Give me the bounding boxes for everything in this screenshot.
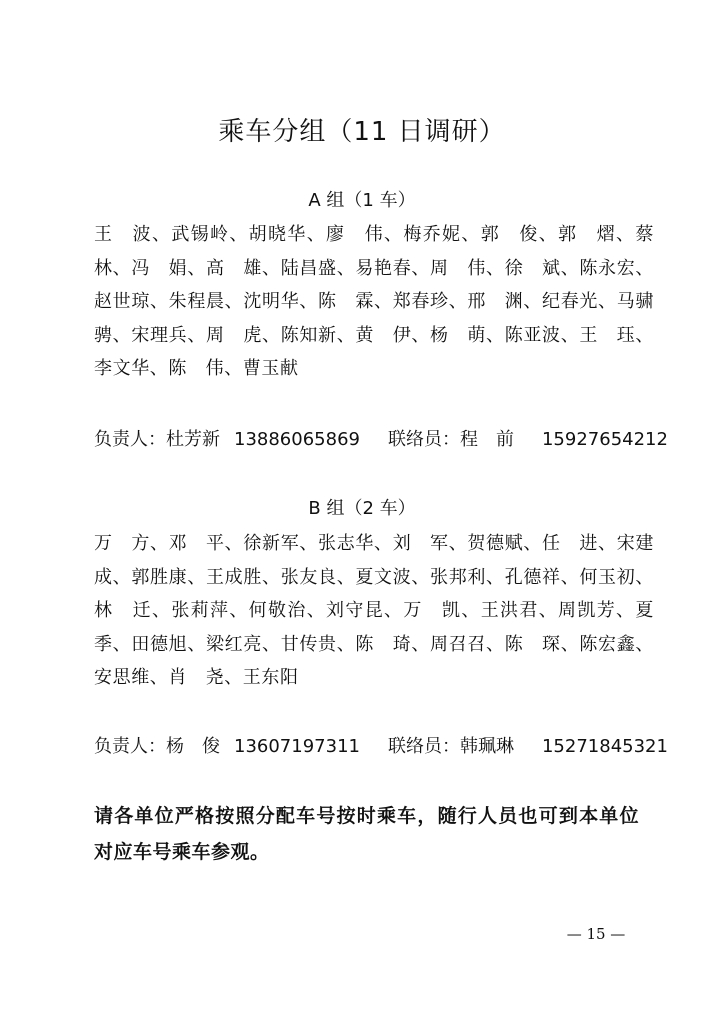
notice-text: 请各单位严格按照分配车号按时乘车，随行人员也可到本单位对应车号乘车参观。 bbox=[94, 805, 639, 863]
group-a-leader-phone: 13886065869 bbox=[234, 429, 360, 450]
page-number: — 15 — bbox=[566, 925, 626, 943]
group-b-liaison-phone: 15271845321 bbox=[541, 736, 668, 757]
group-a-members: 王 波、武锡岭、胡晓华、廖 伟、梅乔妮、郭 俊、郭 熠、蔡 林、冯 娟、高 雄、陆昌盛、易艳春、周 伟、徐 斌、陈永宏、赵世琼、朱程晨、沈明华、陈 霖、郑春珍、邢 渊、纪春光、马骕骋、宋理兵、周 虎、陈知新、黄 伊、杨 萌、陈亚波、王 珏、李文华、陈 伟、曹玉献 bbox=[94, 224, 673, 379]
document-title: 乘车分组（11 日调研） bbox=[218, 117, 506, 147]
group-a-contact bbox=[94, 426, 668, 454]
group-b-members: 万 方、邓 平、徐新军、张志华、刘 军、贺德赋、任 进、宋建成、郭胜康、王成胜、张友良、夏文波、张邦利、孔德祥、何玉初、林 迁、张莉萍、何敬治、刘守昆、万 凯、王洪君、周凯芳、夏 季、田德旭、梁红亮、甘传贵、陈 琦、周召召、陈 琛、陈宏鑫、安思维、肖 尧、王东阳 bbox=[94, 533, 673, 688]
group-b-contact bbox=[94, 733, 668, 761]
group-b-liaison-label: 联络员：韩珮琳 bbox=[387, 736, 514, 757]
group-a-heading: A 组（1 车） bbox=[308, 190, 416, 211]
group-a-liaison-label: 联络员：程 前 bbox=[387, 429, 514, 450]
group-b-leader-phone: 13607197311 bbox=[234, 736, 360, 757]
group-b-leader-label: 负责人：杨 俊 bbox=[94, 736, 220, 757]
group-a-liaison-phone: 15927654212 bbox=[541, 429, 668, 450]
group-a-leader-label: 负责人：杜芳新 bbox=[94, 429, 220, 450]
group-b-heading: B 组（2 车） bbox=[308, 498, 416, 519]
